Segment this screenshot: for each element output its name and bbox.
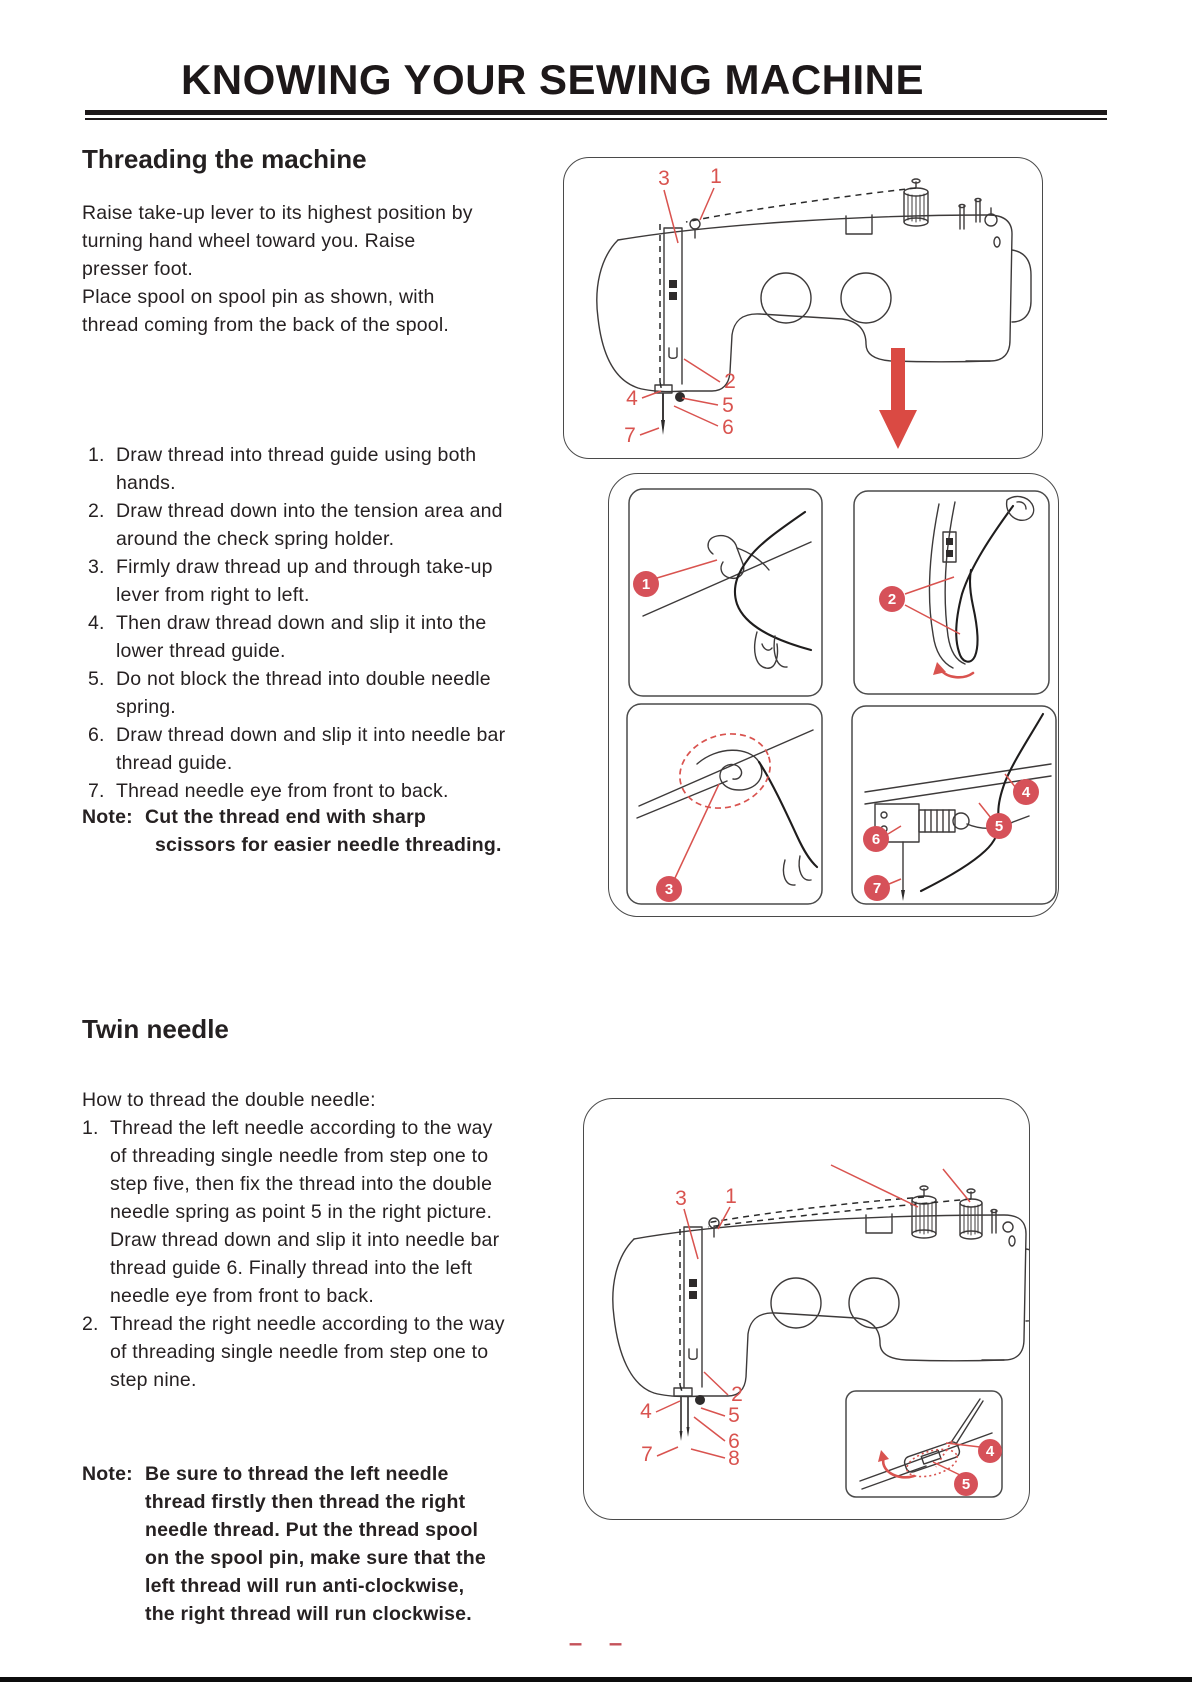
twin-needle-drawing (584, 1099, 1029, 1519)
twin-heading: Twin needle (82, 1014, 229, 1044)
callout-5: 5 (728, 1404, 740, 1427)
twin-needle-figure (583, 1098, 1030, 1520)
step-text: Thread needle eye from front to back. (116, 780, 449, 802)
callout-7: 7 (641, 1443, 653, 1466)
callout-5: 5 (722, 394, 734, 417)
step-number: 7. (88, 780, 105, 802)
step-number: 5. (88, 668, 105, 690)
note-line: the right thread will run clockwise. (145, 1603, 472, 1625)
title-divider (85, 110, 1107, 121)
threading-machine-figure (563, 157, 1043, 459)
intro-paragraph: Raise take-up lever to its highest position by turning hand wheel toward you. Raise presser foot. (82, 202, 473, 280)
step-text: Thread the right needle according to the way of threading single needle from step one to step nine. (110, 1313, 505, 1391)
threading-steps-drawing (609, 474, 1058, 916)
threading-machine-drawing (564, 158, 1042, 458)
step-text: Thread the left needle according to the way of threading single needle from step one to step five, then fix the thread into the double needle spring as point 5 in the right picture. Draw thread down and slip it into needle bar thread guide 6. Finally thread into the left needle eye from front to back. (110, 1117, 500, 1307)
note-line: needle thread. Put the thread spool (145, 1519, 479, 1541)
callout-circle-1: 1 (641, 576, 651, 593)
callout-circle-7: 7 (872, 880, 882, 897)
step-number: 2. (88, 500, 105, 522)
threading-steps-figure (608, 473, 1059, 917)
twin-note (82, 1460, 582, 1628)
threading-steps-list (88, 441, 518, 805)
callout-circle-5: 5 (994, 818, 1004, 835)
twin-steps-list (82, 1114, 512, 1394)
callout-4: 4 (626, 387, 638, 410)
twin-intro: How to thread the double needle: (82, 1089, 376, 1111)
list-item (88, 777, 518, 805)
note-line: thread firstly then thread the right (145, 1491, 466, 1513)
step-text: Draw thread down into the tension area and around the check spring holder. (116, 500, 503, 550)
note-line: Be sure to thread the left needle (145, 1463, 449, 1485)
note-label: Note: (82, 1463, 133, 1485)
callout-1: 1 (710, 165, 722, 188)
list-item (88, 665, 518, 721)
inset-callout-4: 4 (985, 1443, 995, 1460)
note-text (145, 1460, 486, 1628)
threading-intro (82, 199, 482, 339)
step-number: 3. (88, 556, 105, 578)
intro-paragraph: Place spool on spool pin as shown, with thread coming from the back of the spool. (82, 286, 449, 336)
step-number: 2. (82, 1313, 99, 1335)
note-line: Cut the thread end with sharp (145, 806, 426, 828)
list-item (82, 1310, 512, 1394)
step-number: 1. (88, 444, 105, 466)
step-text: Do not block the thread into double needle spring. (116, 668, 491, 718)
callout-1: 1 (725, 1185, 737, 1208)
note-line: left thread will run anti-clockwise, (145, 1575, 465, 1597)
list-item (88, 721, 518, 777)
step-text: Firmly draw thread up and through take-up lever from right to left. (116, 556, 493, 606)
callout-6: 6 (728, 1430, 740, 1453)
divider-thick-line (85, 110, 1107, 115)
bottom-edge-bar (0, 1677, 1192, 1682)
note-line: on the spool pin, make sure that the (145, 1547, 486, 1569)
callout-2: 2 (724, 370, 736, 393)
red-down-arrow (879, 348, 917, 449)
step-number: 1. (82, 1117, 99, 1139)
list-item (82, 1114, 512, 1310)
callout-7: 7 (624, 424, 636, 447)
callout-circle-3: 3 (664, 881, 674, 898)
threading-heading: Threading the machine (82, 144, 367, 174)
callout-4: 4 (640, 1400, 652, 1423)
step-number: 4. (88, 612, 105, 634)
page-title: KNOWING YOUR SEWING MACHINE (180, 56, 925, 103)
machine-body-art (597, 215, 1031, 392)
note-text (145, 803, 502, 859)
machine-body-art (613, 1214, 1029, 1397)
list-item (88, 553, 518, 609)
callout-circle-6: 6 (871, 831, 881, 848)
callout-3: 3 (658, 167, 670, 190)
page-number-dashes: – – (568, 1630, 624, 1657)
step-text: Draw thread into thread guide using both hands. (116, 444, 477, 494)
callout-6: 6 (722, 416, 734, 439)
callout-circle-2: 2 (887, 591, 897, 608)
callout-2: 2 (731, 1383, 743, 1406)
step-number: 6. (88, 724, 105, 746)
inset-callout-5: 5 (961, 1476, 971, 1493)
step-text: Then draw thread down and slip it into the lower thread guide. (116, 612, 487, 662)
callout-circle-4: 4 (1021, 784, 1031, 801)
spool-pin-art (904, 179, 997, 229)
step-text: Draw thread down and slip it into needle bar thread guide. (116, 724, 506, 774)
needle-bar-art (655, 219, 700, 435)
threading-note (82, 803, 572, 859)
thread-path-art (660, 188, 916, 392)
list-item (88, 441, 518, 497)
note-line: scissors for easier needle threading. (155, 834, 502, 856)
list-item (88, 609, 518, 665)
presser-foot-inset (846, 1391, 1002, 1497)
list-item (88, 497, 518, 553)
callout-3: 3 (675, 1187, 687, 1210)
callout-8: 8 (728, 1447, 740, 1470)
divider-thin-line (85, 118, 1107, 120)
note-label: Note: (82, 806, 133, 828)
